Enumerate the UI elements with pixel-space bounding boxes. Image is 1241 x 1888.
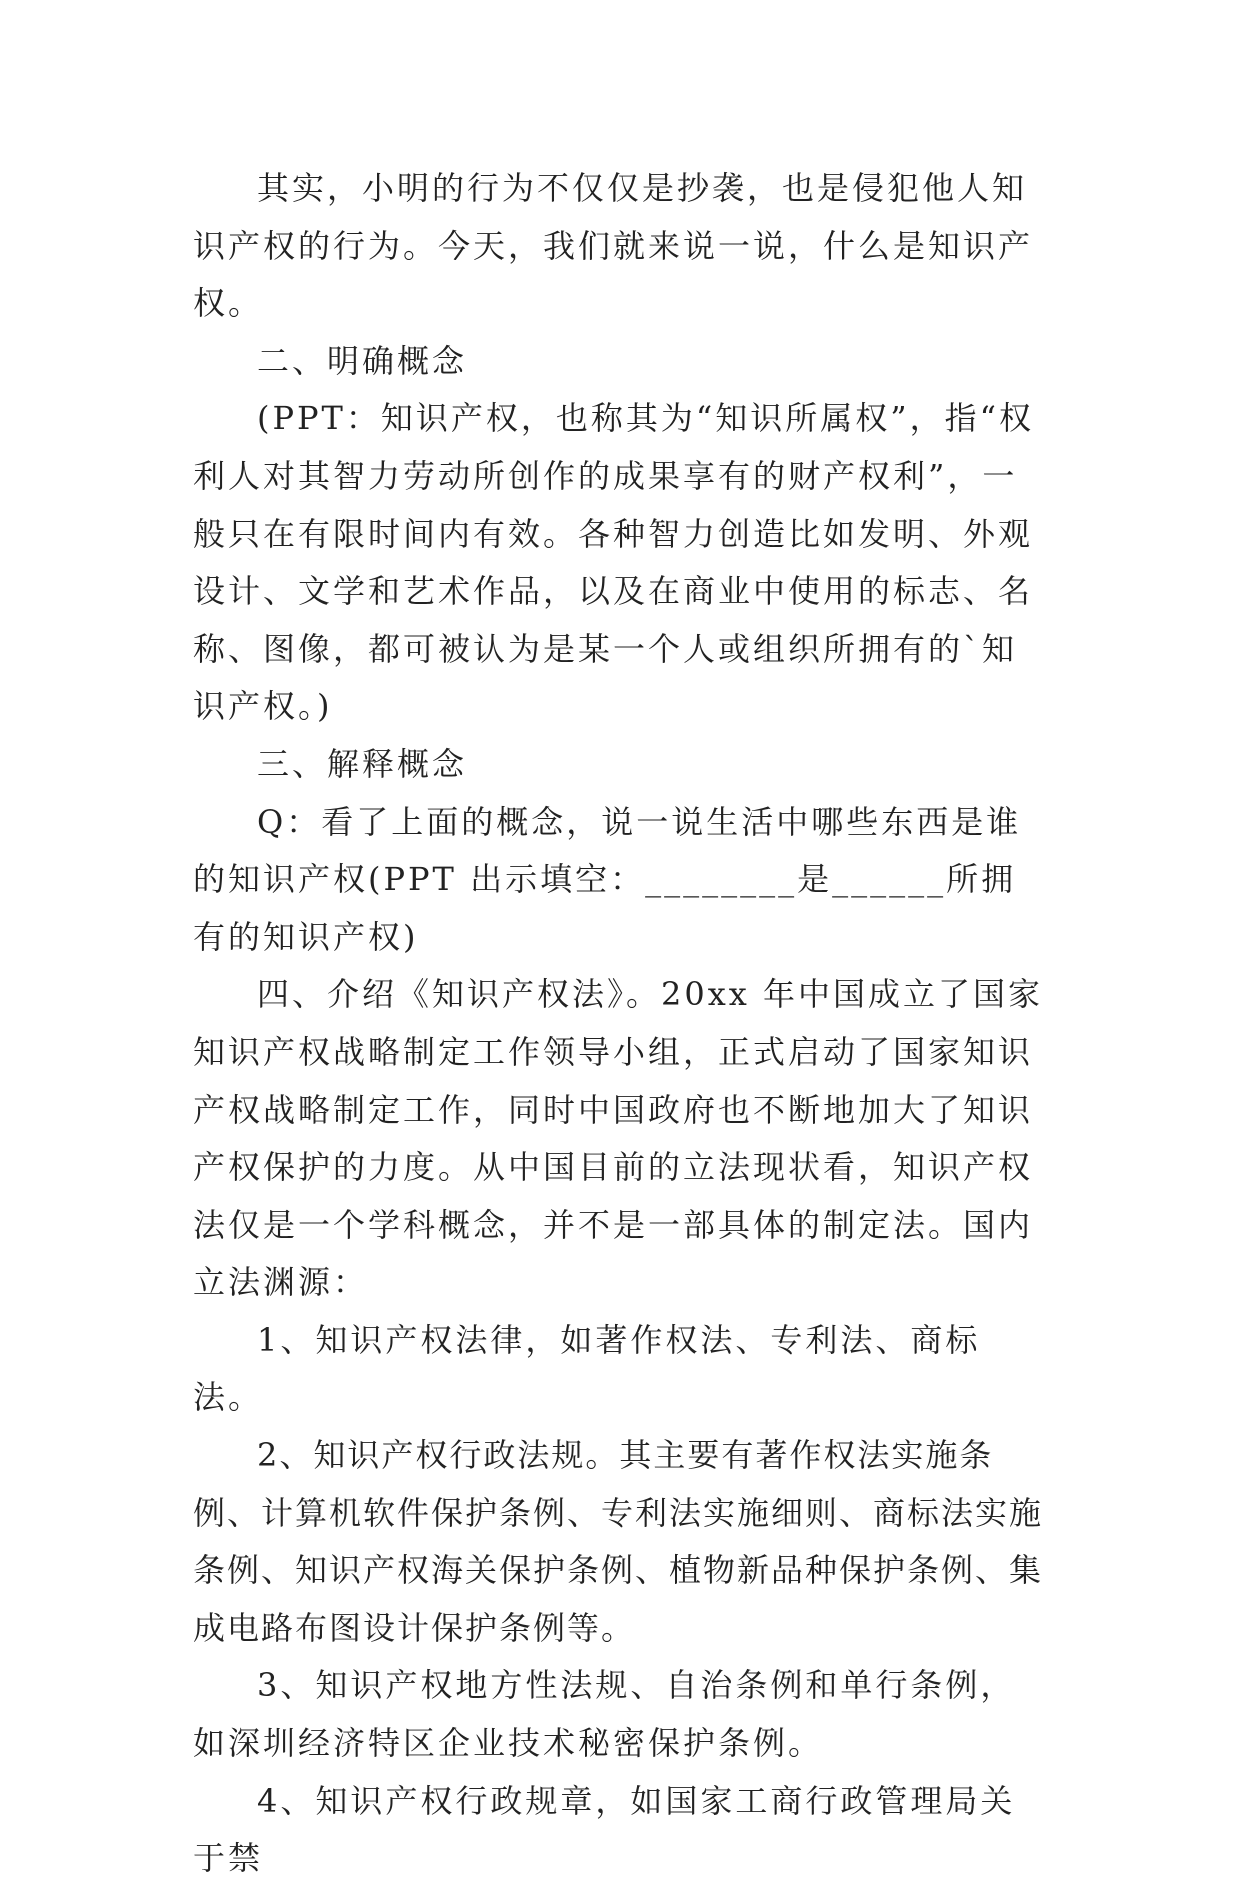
paragraph-question: Q：看了上面的概念，说一说生活中哪些东西是谁的知识产权(PPT 出示填空：________是______所拥有的知识产权): [193, 802, 1022, 956]
document-body: [193, 160, 1043, 1888]
list-item-1: 1、知识产权法律，如著作权法、专利法、商标法。: [193, 1320, 981, 1417]
list-item-4: 4、知识产权行政规章，如国家工商行政管理局关于禁: [193, 1781, 1016, 1878]
list-item-3: 3、知识产权地方性法规、自治条例和单行条例，如深圳经济特区企业技术秘密保护条例。: [193, 1666, 1016, 1763]
list-item-2: 2、知识产权行政法规。其主要有著作权法实施条例、计算机软件保护条例、专利法实施细则、商标法实施条例、知识产权海关保护条例、植物新品种保护条例、集成电路布图设计保护条例等。: [193, 1436, 1044, 1647]
paragraph-ip-law-intro: 四、介绍《知识产权法》。20xx 年中国成立了国家知识产权战略制定工作领导小组，正式启动了国家知识产权战略制定工作，同时中国政府也不断地加大了知识产权保护的力度。从中国目前的立法现状看，知识产权法仅是一个学科概念，并不是一部具体的制定法。国内立法渊源：: [193, 975, 1043, 1302]
heading-clarify-concept: 二、明确概念: [257, 341, 468, 380]
paragraph-ppt-definition: (PPT：知识产权，也称其为“知识所属权”，指“权利人对其智力劳动所创作的成果享有的财产权利”，一般只在有限时间内有效。各种智力创造比如发明、外观设计、文学和艺术作品，以及在商业中使用的标志、名称、图像，都可被认为是某一个人或组织所拥有的`知识产权。): [193, 399, 1034, 726]
paragraph-intro: 其实，小明的行为不仅仅是抄袭，也是侵犯他人知识产权的行为。今天，我们就来说一说，什么是知识产权。: [193, 169, 1034, 323]
heading-explain-concept: 三、解释概念: [257, 744, 468, 783]
